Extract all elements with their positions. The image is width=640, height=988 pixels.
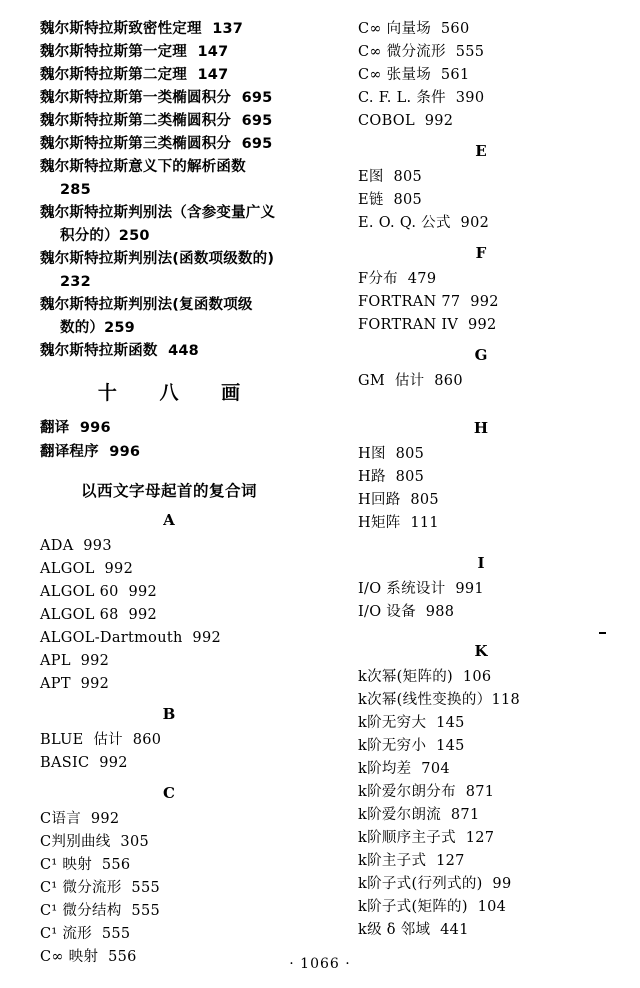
index-entry: k级 δ 邻域 441 (358, 921, 469, 938)
letter-heading-h: H (473, 419, 489, 438)
letter-heading-f: F (475, 244, 487, 263)
index-entry: I/O 系统设计 991 (358, 580, 484, 597)
letter-heading-a: A (163, 510, 175, 529)
index-entry: ALGOL 992 (40, 560, 134, 577)
left-column (26, 18, 322, 965)
index-entry-continuation: 232 (60, 274, 91, 291)
index-entry: 魏尔斯特拉斯函数 448 (40, 343, 199, 360)
letter-heading-k: K (474, 641, 488, 660)
index-entry: C¹ 微分流形 555 (40, 879, 161, 896)
index-entry: APT 992 (40, 675, 110, 692)
index-entry: k阶主子式 127 (358, 852, 465, 869)
index-entry: C∞ 微分流形 555 (358, 44, 485, 61)
index-entry: H路 805 (358, 469, 425, 486)
index-entry: k次幂(矩阵的) 106 (358, 668, 492, 685)
index-entry: 魏尔斯特拉斯第三类椭圆积分 695 (40, 136, 273, 153)
index-entry: 魏尔斯特拉斯意义下的解析函数 (40, 159, 246, 176)
index-entry: k阶均差 704 (358, 760, 450, 777)
index-entry: 魏尔斯特拉斯第一定理 147 (40, 44, 229, 61)
index-entry: 魏尔斯特拉斯第二定理 147 (40, 67, 229, 84)
letter-heading-g: G (474, 346, 488, 365)
letter-heading-c: C (163, 783, 175, 802)
letter-heading-e: E (475, 142, 487, 161)
index-entry: k阶无穷大 145 (358, 714, 465, 731)
index-entry: 魏尔斯特拉斯第一类椭圆积分 695 (40, 90, 273, 107)
section-heading-18: 十 八 画 (97, 382, 259, 405)
page-number: · 1066 · (289, 956, 351, 972)
index-entry: 魏尔斯特拉斯判别法(复函数项级 (40, 297, 253, 314)
index-entry: 魏尔斯特拉斯判别法（含参变量广义 (40, 205, 276, 222)
letter-heading-b: B (162, 704, 176, 723)
index-entry: 魏尔斯特拉斯判别法(函数项级数的) (40, 251, 275, 268)
index-entry: C判别曲线 305 (40, 833, 149, 850)
index-entry: k阶子式(矩阵的) 104 (358, 898, 507, 915)
index-entry: H图 805 (358, 446, 425, 463)
margin-tick-mark (599, 632, 606, 634)
index-entry: ALGOL 68 992 (40, 606, 158, 623)
index-entry: C∞ 向量场 560 (358, 21, 470, 37)
index-entry: k阶子式(行列式的) 99 (358, 875, 512, 892)
index-entry: F分布 479 (358, 271, 437, 288)
index-entry: E. O. Q. 公式 902 (358, 215, 490, 232)
index-entry: H回路 805 (358, 492, 439, 509)
index-entry: C¹ 微分结构 555 (40, 902, 161, 919)
spacer (344, 393, 618, 409)
index-entry: 魏尔斯特拉斯致密性定理 137 (40, 21, 244, 37)
index-entry: ADA 993 (40, 537, 112, 554)
index-entry: I/O 设备 988 (358, 603, 455, 620)
index-entry: FORTRAN IV 992 (358, 317, 497, 334)
index-entry: C¹ 映射 556 (40, 856, 131, 873)
index-entry: ALGOL 60 992 (40, 583, 158, 600)
index-entry-continuation: 数的）259 (60, 320, 135, 337)
index-entry: k阶顺序主子式 127 (358, 829, 495, 846)
index-entry: C∞ 映射 556 (40, 949, 137, 965)
index-entry: E链 805 (358, 192, 423, 209)
subsection-heading-latin: 以西文字母起首的复合词 (80, 481, 257, 500)
index-entry: k阶爱尔朗流 871 (358, 806, 480, 823)
index-entry: k次幂(线性变换的）118 (358, 691, 521, 708)
index-entry-continuation: 285 (60, 182, 91, 199)
index-entry: 翻译 996 (40, 420, 111, 437)
index-entry: C∞ 张量场 561 (358, 67, 470, 84)
index-entry-continuation: 积分的）250 (60, 228, 150, 245)
spacer (344, 624, 618, 632)
index-entry: k阶爱尔朗分布 871 (358, 783, 495, 800)
index-entry: COBOL 992 (358, 113, 454, 130)
right-column (322, 18, 618, 938)
index-entry: GM 估计 860 (358, 373, 463, 390)
index-entry: ALGOL-Dartmouth 992 (40, 629, 222, 646)
index-entry: APL 992 (40, 652, 110, 669)
index-entry: E图 805 (358, 169, 423, 186)
index-entry: 魏尔斯特拉斯第二类椭圆积分 695 (40, 113, 273, 130)
index-entry: BASIC 992 (40, 754, 128, 771)
letter-heading-i: I (477, 553, 485, 572)
index-entry: C¹ 流形 555 (40, 925, 131, 942)
index-entry: k阶无穷小 145 (358, 737, 465, 754)
index-entry: C语言 992 (40, 810, 120, 827)
index-entry: 翻译程序 996 (40, 443, 141, 460)
index-entry: C. F. L. 条件 390 (358, 90, 485, 107)
index-entry: BLUE 估计 860 (40, 731, 162, 748)
spacer (344, 536, 618, 544)
index-entry: H矩阵 111 (358, 515, 439, 532)
index-entry: FORTRAN 77 992 (358, 294, 499, 311)
